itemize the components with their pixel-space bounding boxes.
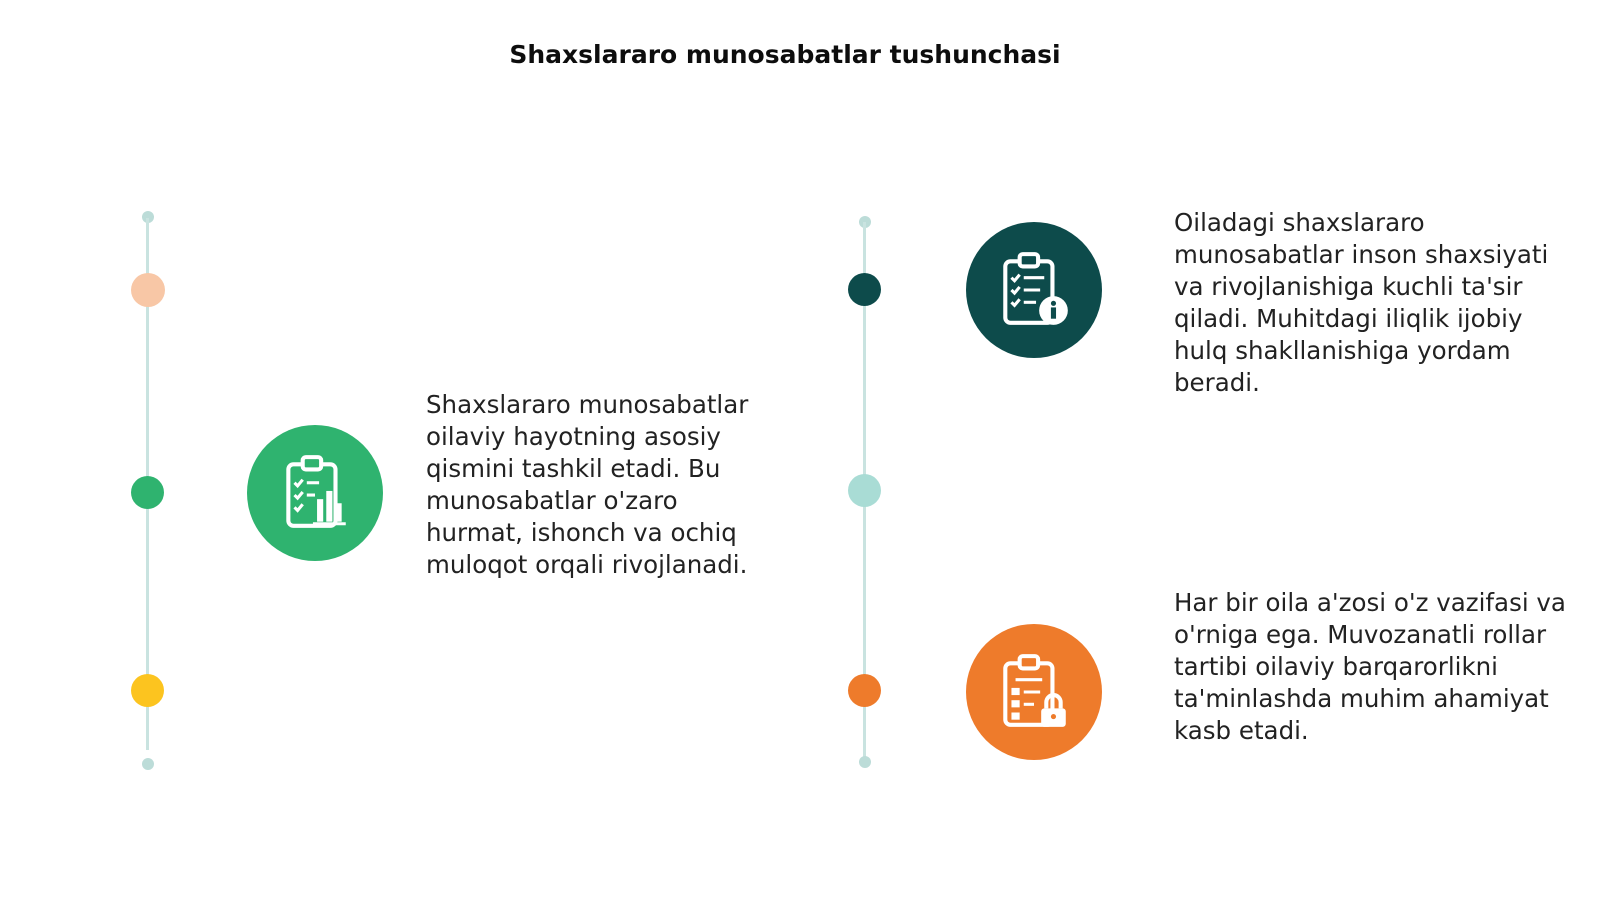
- page-title: Shaxslararo munosabatlar tushunchasi: [509, 40, 1061, 69]
- timeline-right-dot-mint: [848, 474, 881, 507]
- clipboard-chart-icon: [274, 452, 356, 534]
- timeline-right-dot-teal: [848, 273, 881, 306]
- clipboard-lock-icon: [993, 651, 1075, 733]
- timeline-right-dot-orange: [848, 674, 881, 707]
- item-1-text: Shaxslararo munosabatlar oilaviy hayotning asosiy qismini tashkil etadi. Bu munosabatlar o'zaro hurmat, ishonch va ochiq muloqot orqali rivojlanadi.: [426, 390, 749, 579]
- timeline-left-bottom-cap: [142, 758, 154, 770]
- timeline-right-bottom-cap: [859, 756, 871, 768]
- badge-orange: [966, 624, 1102, 760]
- timeline-left-dot-green: [131, 476, 164, 509]
- item-2-text: Oiladagi shaxslararo munosabatlar inson shaxsiyati va rivojlanishiga kuchli ta'sir qiladi. Muhitdagi iliqlik ijobiy hulq shakllanishiga yordam beradi.: [1174, 208, 1549, 397]
- item-3-text: Har bir oila a'zosi o'z vazifasi va o'rniga ega. Muvozanatli rollar tartibi oilaviy barqarorlikni ta'minlashda muhim ahamiyat kasb etadi.: [1174, 588, 1566, 745]
- badge-dark-teal: [966, 222, 1102, 358]
- clipboard-info-icon: [993, 249, 1075, 331]
- timeline-left-dot-peach: [131, 273, 165, 307]
- timeline-left-dot-yellow: [131, 674, 164, 707]
- badge-green: [247, 425, 383, 561]
